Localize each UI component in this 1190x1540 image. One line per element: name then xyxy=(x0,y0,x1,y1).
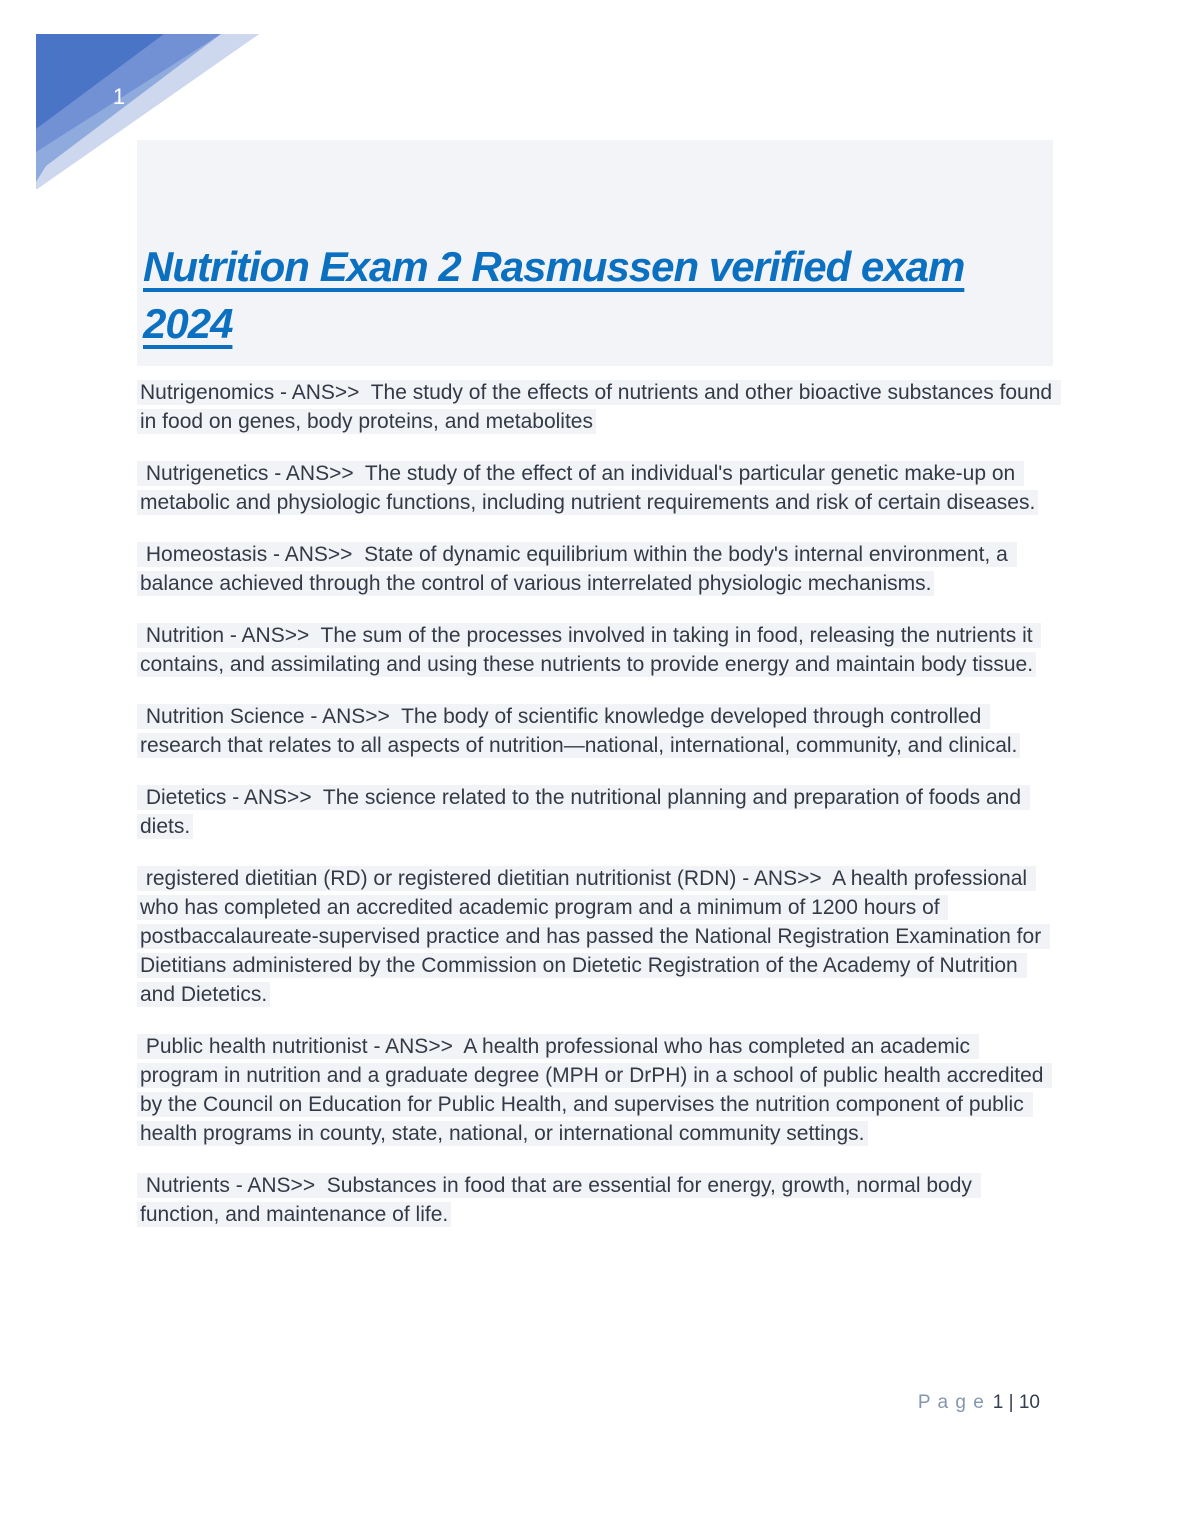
qa-paragraph xyxy=(137,1032,1053,1148)
qa-paragraph-text: Nutrigenomics - ANS>> The study of the effects of nutrients and other bioactive substances found in food on genes, body proteins, and metabolites xyxy=(137,380,1061,434)
page-title: Nutrition Exam 2 Rasmussen verified exam 2024 xyxy=(143,243,965,347)
qa-paragraph-text: Dietetics - ANS>> The science related to the nutritional planning and preparation of foods and diets. xyxy=(137,785,1030,839)
qa-paragraph xyxy=(137,540,1053,598)
page-footer xyxy=(918,1392,1040,1414)
qa-paragraph-text: Public health nutritionist - ANS>> A health professional who has completed an academic program in nutrition and a graduate degree (MPH or DrPH) in a school of public health accredited by the Council on Education for Public Health, and supervises the nutrition component of public health programs in county, state, national, or international community settings. xyxy=(137,1034,1052,1146)
footer-page-label: P a g e xyxy=(917,1392,985,1413)
qa-paragraph xyxy=(137,621,1053,679)
qa-paragraph xyxy=(137,378,1058,436)
qa-paragraph xyxy=(137,702,1053,760)
qa-paragraph-text: Nutrition - ANS>> The sum of the processes involved in taking in food, releasing the nutrients it contains, and assimilating and using these nutrients to provide energy and maintain body tissue. xyxy=(137,623,1041,677)
qa-paragraph xyxy=(137,459,1053,517)
corner-page-number: 1 xyxy=(112,84,126,109)
title-block xyxy=(137,140,1053,366)
qa-paragraph-text: Homeostasis - ANS>> State of dynamic equilibrium within the body's internal environment, a balance achieved through the control of various interrelated physiologic mechanisms. xyxy=(137,542,1017,596)
qa-paragraph xyxy=(137,864,1053,1009)
qa-paragraph xyxy=(137,783,1053,841)
qa-paragraph xyxy=(137,1171,1053,1229)
qa-paragraph-text: Nutrition Science - ANS>> The body of scientific knowledge developed through controlled research that relates to all aspects of nutrition—national, international, community, and clinical. xyxy=(137,704,1020,758)
qa-paragraph-text: Nutrients - ANS>> Substances in food that are essential for energy, growth, normal body function, and maintenance of life. xyxy=(137,1173,981,1227)
qa-paragraph-text: Nutrigenetics - ANS>> The study of the effect of an individual's particular genetic make-up on metabolic and physiologic functions, including nutrient requirements and risk of certain diseases. xyxy=(137,461,1038,515)
footer-page-value: 1 | 10 xyxy=(992,1392,1040,1413)
qa-paragraph-text: registered dietitian (RD) or registered dietitian nutritionist (RDN) - ANS>> A health professional who has completed an accredited academic program and a minimum of 1200 hours of postbaccalaureate-supervised practice and has passed the National Registration Examination for Dietitians administered by the Commission on Dietetic Registration of the Academy of Nutrition and Dietetics. xyxy=(137,866,1050,1007)
document-body xyxy=(137,378,1058,1252)
